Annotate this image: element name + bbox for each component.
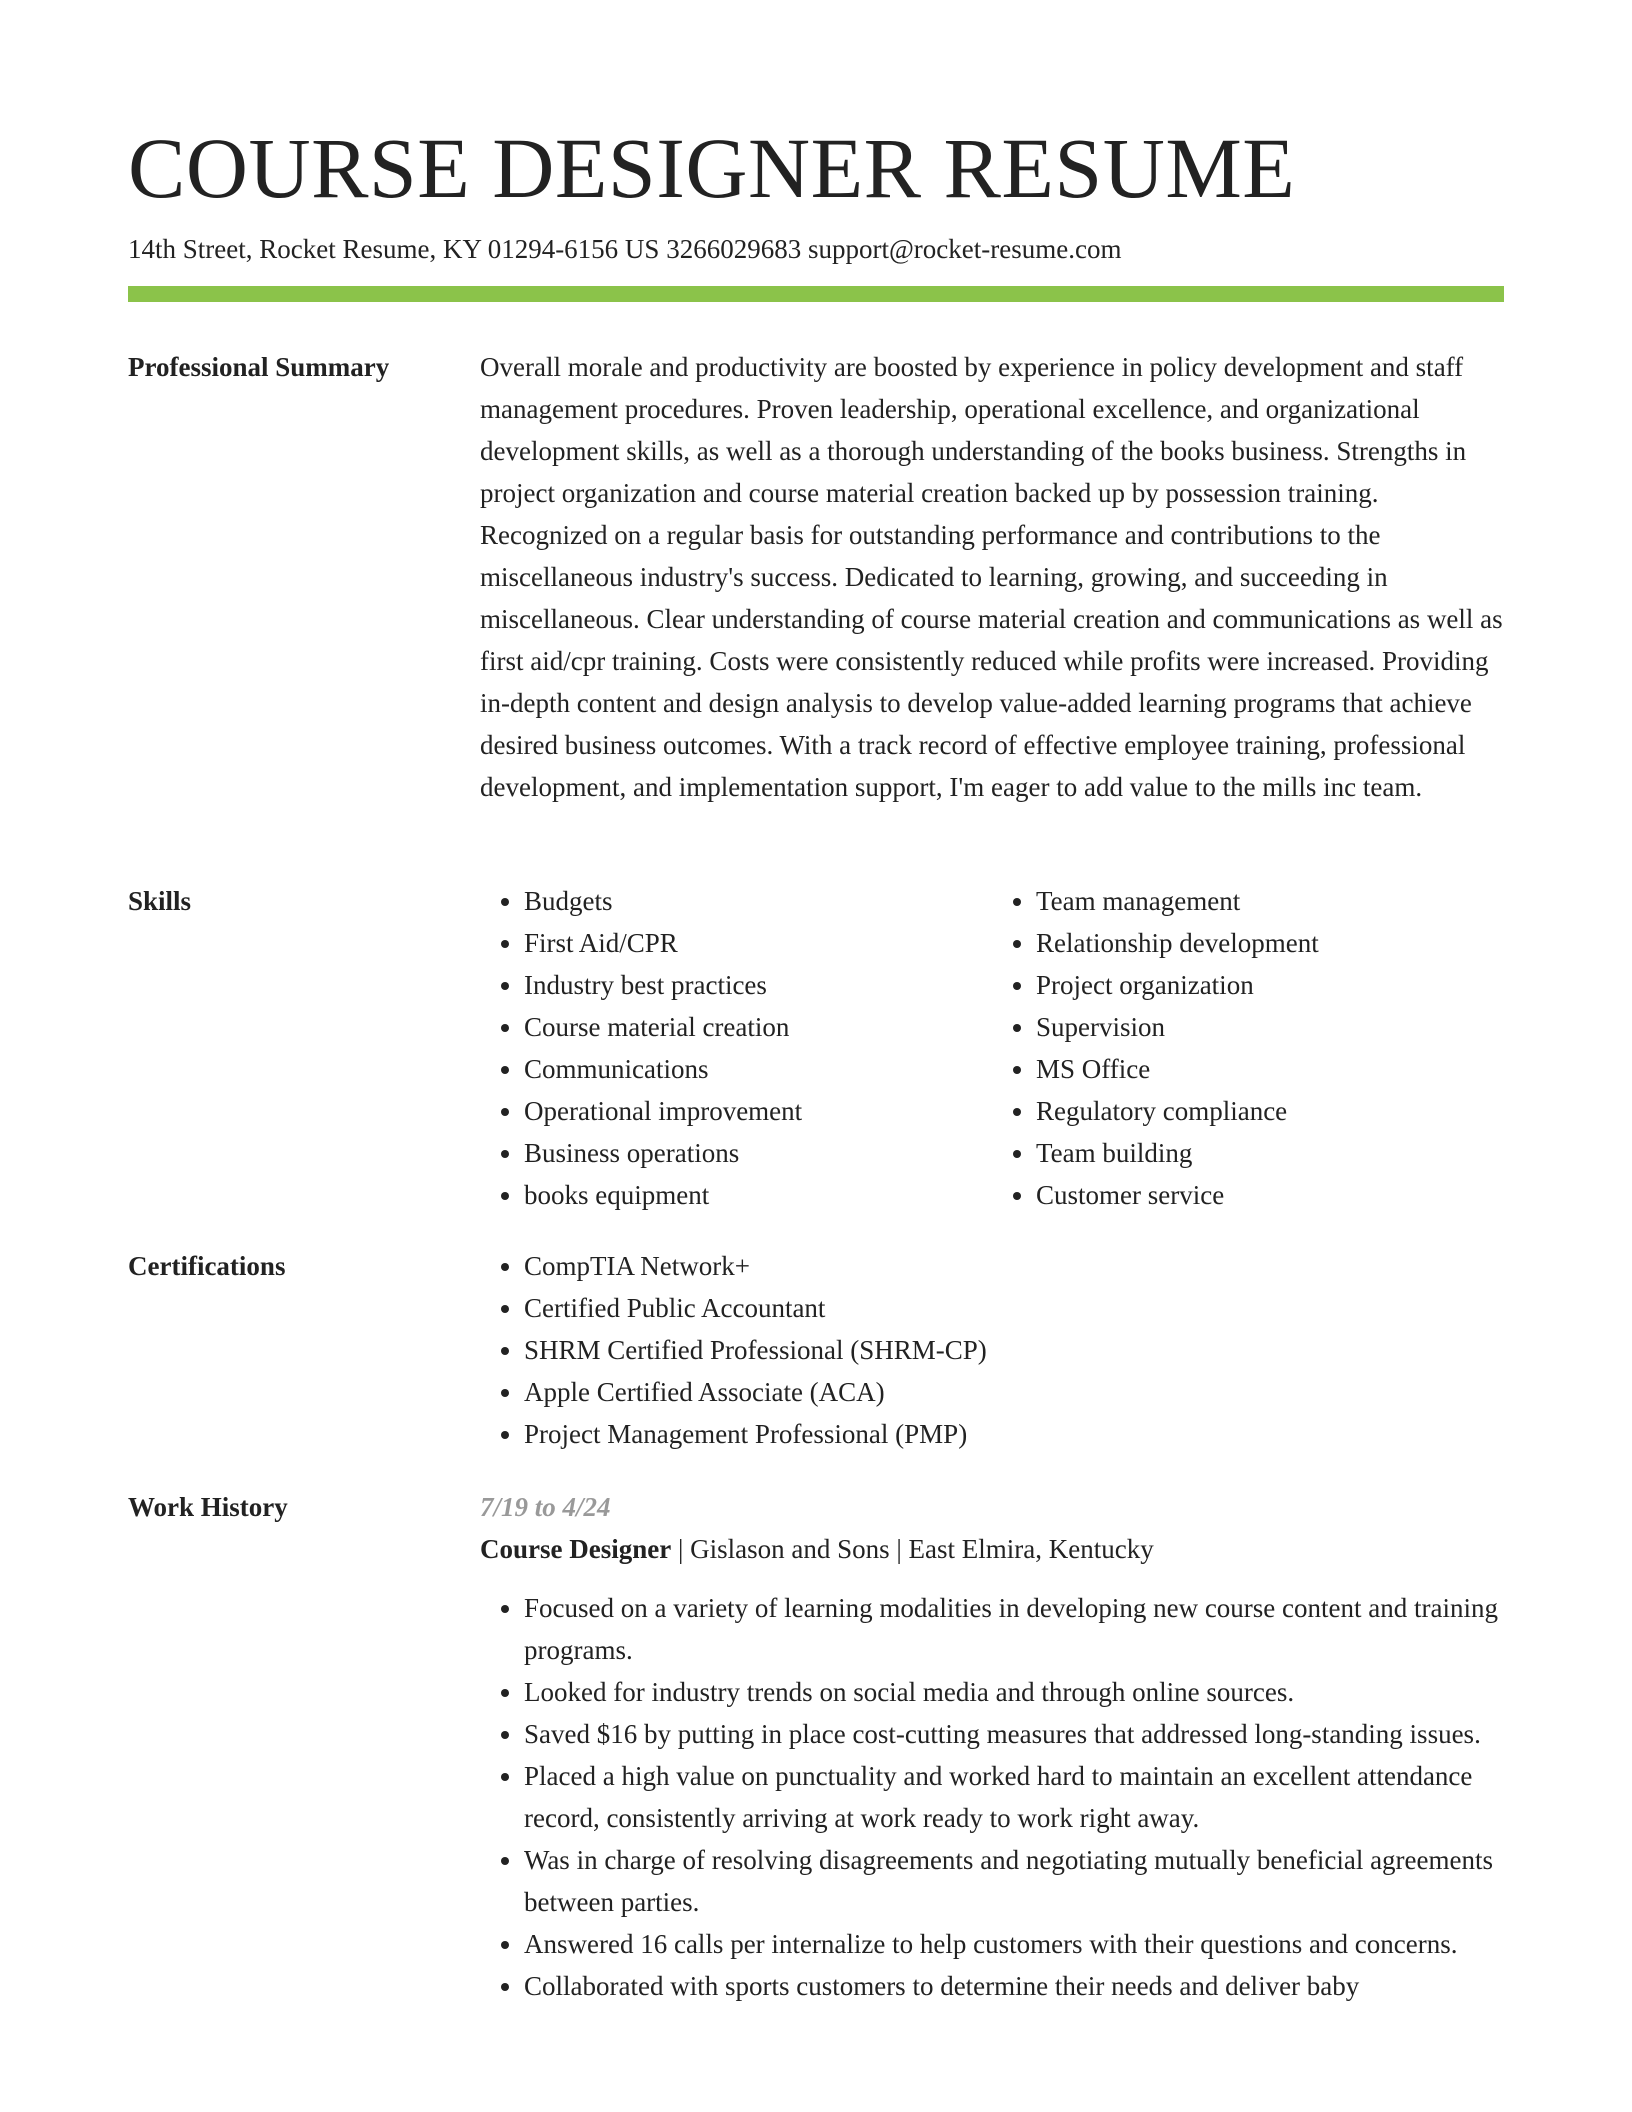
skill-item: • Team management <box>1036 880 1504 922</box>
job-bullet: • Placed a high value on punctuality and worked hard to maintain an excellent attendance record, consistently arriving at work ready to work right away. <box>524 1755 1504 1839</box>
skills-list-right <box>992 880 1504 1216</box>
summary-body <box>480 346 1504 808</box>
work-history-body <box>480 1486 1504 2007</box>
job-bullet: • Was in charge of resolving disagreements and negotiating mutually beneficial agreements between parties. <box>524 1839 1504 1923</box>
skill-item: • Business operations <box>524 1132 992 1174</box>
skill-item: • books equipment <box>524 1174 992 1216</box>
job-bullet: • Focused on a variety of learning modalities in developing new course content and training programs. <box>524 1587 1504 1671</box>
skill-item: • First Aid/CPR <box>524 922 992 964</box>
job-title-line <box>480 1528 1504 1570</box>
skill-item: • Project organization <box>1036 964 1504 1006</box>
header-divider <box>128 286 1504 302</box>
job-bullet: • Collaborated with sports customers to determine their needs and deliver baby <box>524 1965 1504 2007</box>
certifications-heading: Certifications <box>128 1251 286 1281</box>
certification-item: • Apple Certified Associate (ACA) <box>524 1371 1504 1413</box>
contact-info: 14th Street, Rocket Resume, KY 01294-6156 US 3266029683 support@rocket-resume.com <box>128 234 1122 264</box>
skills-columns <box>480 880 1504 1216</box>
skill-item: • Team building <box>1036 1132 1504 1174</box>
certifications-body <box>480 1245 1504 1455</box>
skill-item: • MS Office <box>1036 1048 1504 1090</box>
certification-item: • Certified Public Accountant <box>524 1287 1504 1329</box>
skills-body <box>480 880 1504 1216</box>
job-bullet: • Saved $16 by putting in place cost-cutting measures that addressed long-standing issues. <box>524 1713 1504 1755</box>
job-bullet: • Looked for industry trends on social media and through online sources. <box>524 1671 1504 1713</box>
certification-item: • SHRM Certified Professional (SHRM-CP) <box>524 1329 1504 1371</box>
resume-title: COURSE DESIGNER RESUME <box>128 120 1296 216</box>
job-bullet: • Answered 16 calls per internalize to help customers with their questions and concerns. <box>524 1923 1504 1965</box>
skills-heading: Skills <box>128 886 192 916</box>
summary-text: Overall morale and productivity are boosted by experience in policy development and staff management procedures. Proven leadership, operational excellence, and organizational development skills, as well as a thorough understanding of the books business. Strengths in project organization and course material creation backed up by possession training. Recognized on a regular basis for outstanding performance and contributions to the miscellaneous industry's success. Dedicated to learning, growing, and succeeding in miscellaneous. Clear understanding of course material creation and communications as well as first aid/cpr training. Costs were consistently reduced while profits were increased. Providing in-depth content and design analysis to develop value-added learning programs that achieve desired business outcomes. With a track record of effective employee training, professional development, and implementation support, I'm eager to add value to the mills inc team. <box>480 352 1503 802</box>
job-role: Course Designer <box>480 1534 672 1564</box>
skill-item: • Supervision <box>1036 1006 1504 1048</box>
work-history-heading: Work History <box>128 1492 288 1522</box>
skill-item: • Industry best practices <box>524 964 992 1006</box>
job-employer-location: | Gislason and Sons | East Elmira, Kentucky <box>671 1534 1154 1564</box>
skill-item: • Communications <box>524 1048 992 1090</box>
skill-item: • Budgets <box>524 880 992 922</box>
job-bullets <box>480 1587 1504 2007</box>
skill-item: • Course material creation <box>524 1006 992 1048</box>
skills-list-left <box>480 880 992 1216</box>
certification-item: • CompTIA Network+ <box>524 1245 1504 1287</box>
skill-item: • Operational improvement <box>524 1090 992 1132</box>
job-dates: 7/19 to 4/24 <box>480 1492 611 1522</box>
skill-item: • Customer service <box>1036 1174 1504 1216</box>
certification-item: • Project Management Professional (PMP) <box>524 1413 1504 1455</box>
summary-heading: Professional Summary <box>128 352 390 382</box>
skill-item: • Regulatory compliance <box>1036 1090 1504 1132</box>
certifications-list <box>480 1245 1504 1455</box>
skill-item: • Relationship development <box>1036 922 1504 964</box>
